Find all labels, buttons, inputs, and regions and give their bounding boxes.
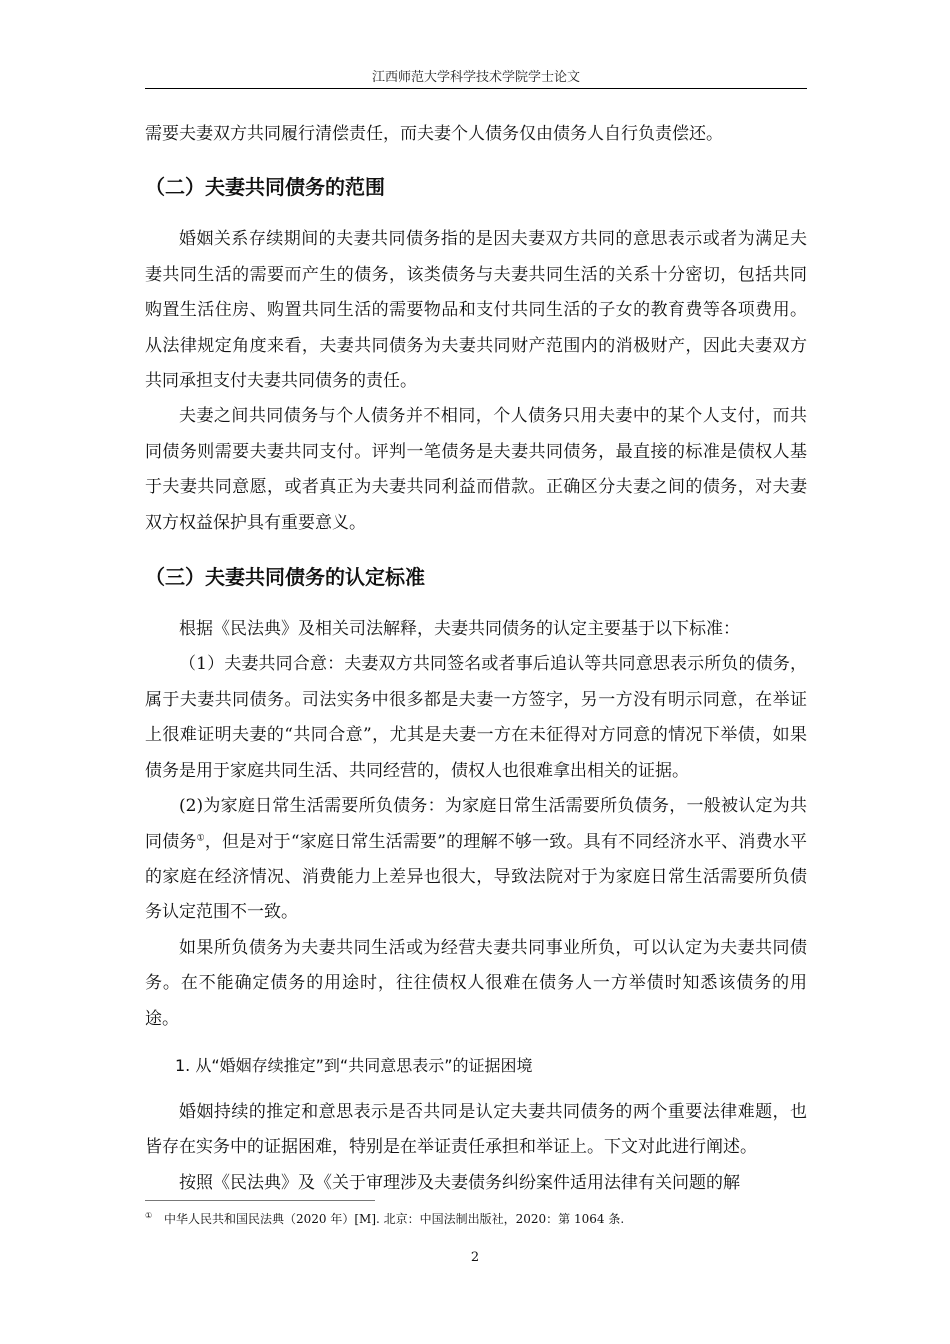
section-heading-standard: （三）夫妻共同债务的认定标准: [145, 565, 425, 590]
paragraph: [145, 789, 807, 931]
paragraph: 如果所负债务为夫妻共同生活或为经营夫妻共同事业所负，可以认定为夫妻共同债务。在不能确定债务的用途时，往往债权人很难在债务人一方举债时知悉该债务的用途。: [145, 937, 807, 1029]
paragraph: 婚姻关系存续期间的夫妻共同债务指的是因夫妻双方共同的意思表示或者为满足夫妻共同生活的需要而产生的债务，该类债务与夫妻共同生活的关系十分密切，包括共同购置生活住房、购置共同生活的需要物品和支付共同生活的子女的教育费等各项费用。从法律规定角度来看，夫妻共同债务为夫妻共同财产范围内的消极财产，因此夫妻双方共同承担支付夫妻共同债务的责任。: [145, 229, 807, 392]
paragraph-text: ，但是对于“家庭日常生活需要”的理解不够一致。具有不同经济水平、消费水平的家庭在经济情况、消费能力上差异也很大，导致法院对于为家庭日常生活需要所负债务认定范围不一致。: [145, 831, 807, 923]
paragraph: 按照《民法典》及《关于审理涉及夫妻债务纠纷案件适用法律有关问题的解: [179, 1172, 740, 1193]
page-body: [145, 117, 807, 1201]
paragraph: （1）夫妻共同合意：夫妻双方共同签名或者事后追认等共同意思表示所负的债务，属于夫妻共同债务。司法实务中很多都是夫妻一方签字，另一方没有明示同意，在举证上很难证明夫妻的“共同合意”，尤其是夫妻一方在未征得对方同意的情况下举债，如果债务是用于家庭共同生活、共同经营的，债权人也很难拿出相关的证据。: [145, 654, 807, 781]
paragraph: 需要夫妻双方共同履行清偿责任，而夫妻个人债务仅由债务人自行负责偿还。: [145, 124, 723, 144]
footnote-text: 中华人民共和国民法典（2020 年）[M]. 北京：中国法制出版社，2020：第 1064 条.: [164, 1212, 625, 1226]
paragraph: 婚姻持续的推定和意思表示是否共同是认定夫妻共同债务的两个重要法律难题，也皆存在实务中的证据困难，特别是在举证责任承担和举证上。下文对此进行阐述。: [145, 1101, 807, 1158]
footnote-reference[interactable]: ①: [196, 832, 205, 843]
footnote-marker: ①: [145, 1211, 153, 1220]
footnote: [145, 1211, 807, 1227]
subsection-heading: 1. 从“婚姻存续推定”到“共同意思表示”的证据困境: [175, 1055, 533, 1075]
paragraph: 根据《民法典》及相关司法解释，夫妻共同债务的认定主要基于以下标准：: [179, 619, 740, 640]
paragraph-text: (2)为家庭日常生活需要所负债务：为家庭日常生活需要所负债务，一般被认定为共同债务: [145, 796, 807, 852]
section-heading-scope: （二）夫妻共同债务的范围: [145, 175, 385, 200]
page-header: 江西师范大学科学技术学院学士论文: [145, 66, 807, 89]
footnote-separator: [145, 1200, 375, 1201]
page-number: 2: [470, 1250, 480, 1265]
paragraph: 夫妻之间共同债务与个人债务并不相同，个人债务只用夫妻中的某个人支付，而共同债务则需要夫妻共同支付。评判一笔债务是夫妻共同债务，最直接的标准是债权人基于夫妻共同意愿，或者真正为夫妻共同利益而借款。正确区分夫妻之间的债务，对夫妻双方权益保护具有重要意义。: [145, 406, 807, 533]
